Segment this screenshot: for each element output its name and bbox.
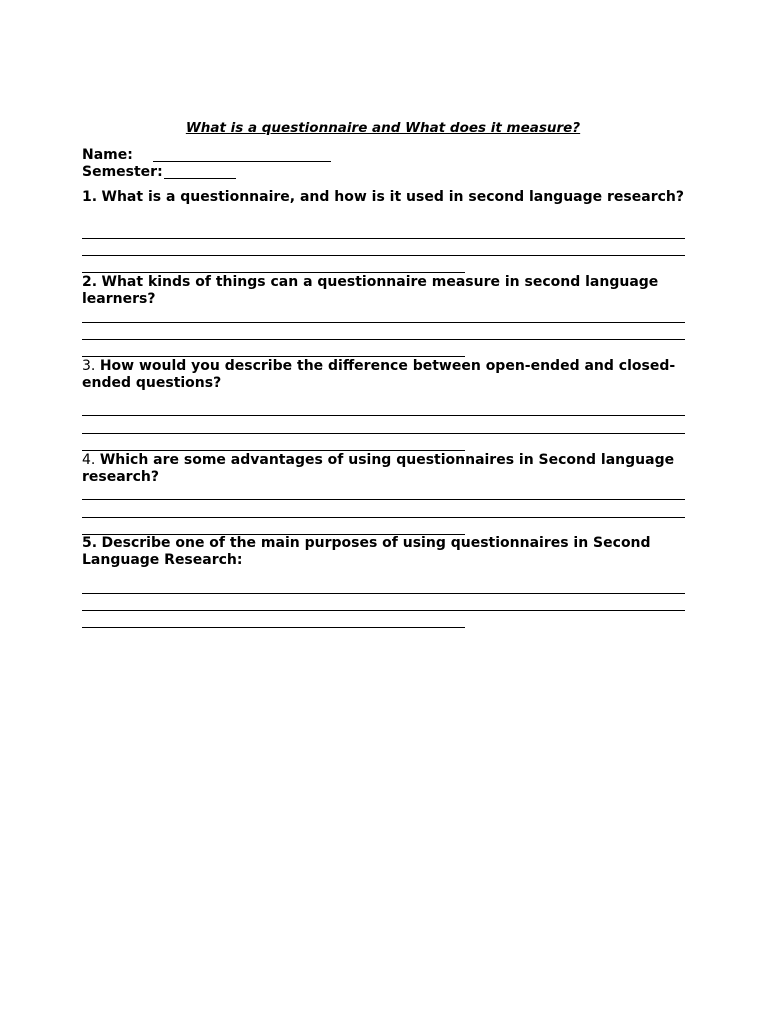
answer-line[interactable] [82,339,685,340]
question-text: What kinds of things can a questionnaire measure in second language learners? [82,274,659,307]
answer-line[interactable] [82,433,685,434]
name-answer-line[interactable] [153,161,331,162]
semester-label: Semester: [82,164,163,180]
question-number: 1. [82,189,98,205]
question-number: 2. [82,274,98,290]
semester-answer-line[interactable] [164,178,236,179]
question-5 [82,535,688,569]
answer-line[interactable] [82,517,685,518]
question-number: 3. [82,358,96,374]
document-title: What is a questionnaire and What does it measure? [185,120,581,136]
question-4 [82,452,688,486]
question-2 [82,274,688,308]
answer-line[interactable] [82,356,465,357]
question-3 [82,358,688,392]
question-text: Which are some advantages of using questionnaires in Second language research? [82,452,675,485]
answer-line[interactable] [82,610,685,611]
question-text: How would you describe the difference between open-ended and closed-ended questions? [82,358,676,391]
question-number: 4. [82,452,96,468]
answer-line[interactable] [82,238,685,239]
answer-line[interactable] [82,593,685,594]
answer-line[interactable] [82,255,685,256]
answer-line[interactable] [82,322,685,323]
name-label: Name: [82,147,133,163]
answer-line[interactable] [82,272,465,273]
question-1 [82,189,688,206]
question-number: 5. [82,535,98,551]
question-text: Describe one of the main purposes of using questionnaires in Second Language Research: [82,535,651,568]
answer-line[interactable] [82,627,465,628]
answer-line[interactable] [82,415,685,416]
question-text: What is a questionnaire, and how is it used in second language research? [101,189,684,205]
answer-line[interactable] [82,499,685,500]
answer-line[interactable] [82,450,465,451]
